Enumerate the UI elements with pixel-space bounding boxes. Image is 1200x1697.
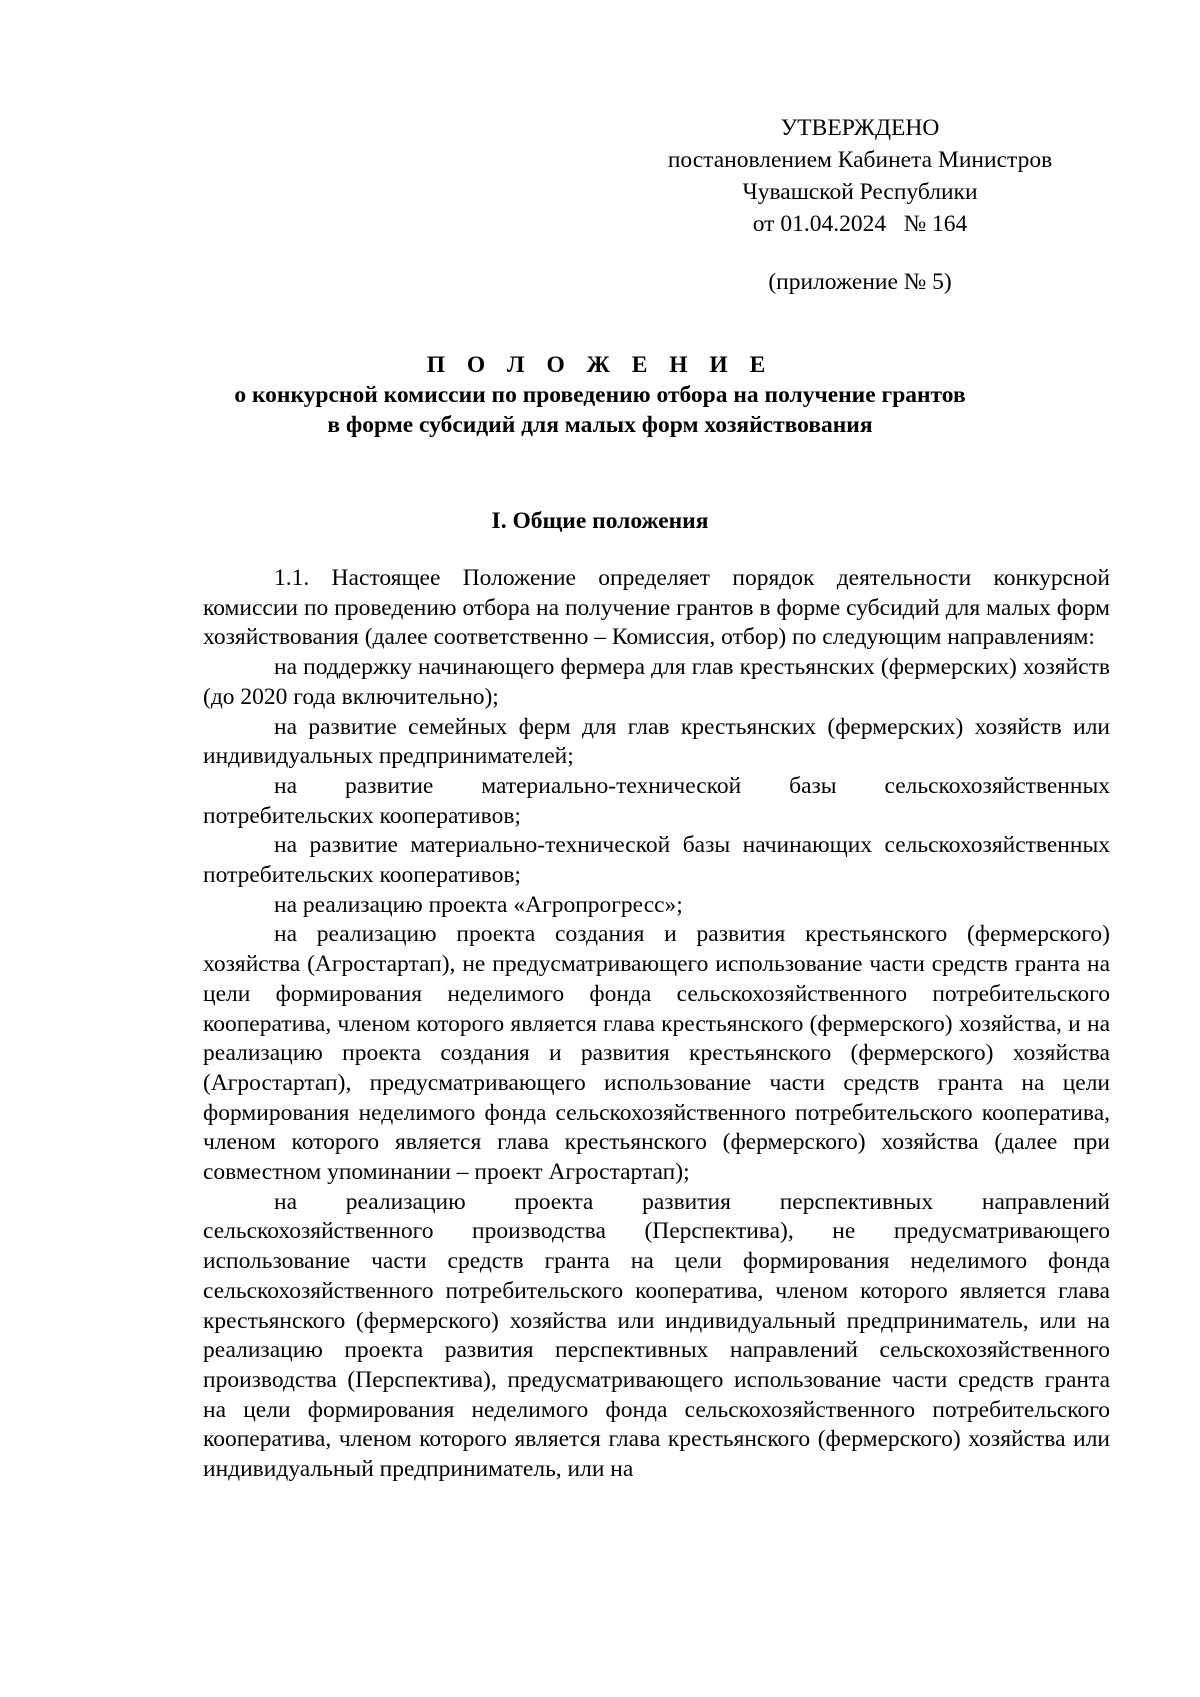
paragraph-cooperatives-base: на развитие материально-технической базы сельскохозяйственных потребительских кооперативов;: [203, 772, 1110, 829]
title-subtitle-line-2: в форме субсидий для малых форм хозяйствования: [327, 412, 873, 438]
paragraph-agrostartup: на реализацию проекта создания и развития крестьянского (фермерского) хозяйства (Агростартап), не предусматривающего использование части средств гранта на цели формирования неделимого фонда сельскохозяйственного потребительского кооператива, членом которого является глава крестьянского (фермерского) хозяйства, и на реализацию проекта создания и развития крестьянского (фермерского) хозяйства (Агростартап), предусматривающего использование части средств гранта на цели формирования неделимого фонда сельскохозяйственного потребительского кооператива, членом которого является глава крестьянского (фермерского) хозяйства (далее при совместном упоминании – проект Агростартап);: [203, 921, 1110, 1186]
paragraph-family-farms: на развитие семейных ферм для глав крестьянских (фермерских) хозяйств или индивидуальных предпринимателей;: [203, 713, 1110, 770]
approval-line-date-number: от 01.04.2024 № 164: [752, 211, 968, 237]
paragraph-perspektiva: на реализацию проекта развития перспективных направлений сельскохозяйственного производства (Перспектива), не предусматривающего использование части средств гранта на цели формирования неделимого фонда сельскохозяйственного потребительского кооператива, членом которого является глава крестьянского (фермерского) хозяйства или индивидуальный предприниматель, или на реализацию проекта развития перспективных направлений сельскохозяйственного производства (Перспектива), предусматривающего использование части средств гранта на цели формирования неделимого фонда сельскохозяйственного потребительского кооператива, членом которого является глава крестьянского (фермерского) хозяйства или индивидуальный предприниматель, или на: [203, 1188, 1110, 1483]
approval-line-approved: УТВЕРЖДЕНО: [780, 115, 940, 141]
title-subtitle-line-1: о конкурсной комиссии по проведению отбора на получение грантов: [234, 382, 966, 408]
approval-line-resolution: постановлением Кабинета Министров: [667, 147, 1053, 173]
paragraph-novice-farmer: на поддержку начинающего фермера для глав крестьянских (фермерских) хозяйств (до 2020 года включительно);: [203, 654, 1110, 710]
paragraph-novice-cooperatives-base: на развитие материально-технической базы начинающих сельскохозяйственных потребительских кооперативов;: [203, 832, 1110, 889]
document-body: [203, 564, 1110, 1485]
title-heading: П О Л О Ж Е Н И Е: [426, 352, 774, 378]
paragraph-agroprogress: на реализацию проекта «Агропрогресс»;: [274, 891, 683, 918]
approval-line-republic: Чувашской Республики: [742, 179, 978, 205]
section-heading: I. Общие положения: [491, 508, 709, 534]
document-title: [0, 350, 1200, 440]
appendix-number: (приложение № 5): [768, 269, 952, 295]
approval-stamp: [600, 112, 1120, 298]
paragraph-1-1: 1.1. Настоящее Положение определяет порядок деятельности конкурсной комиссии по проведению отбора на получение грантов в форме субсидий для малых форм хозяйствования (далее соответственно – Комиссия, отбор) по следующим направлениям:: [203, 565, 1110, 651]
